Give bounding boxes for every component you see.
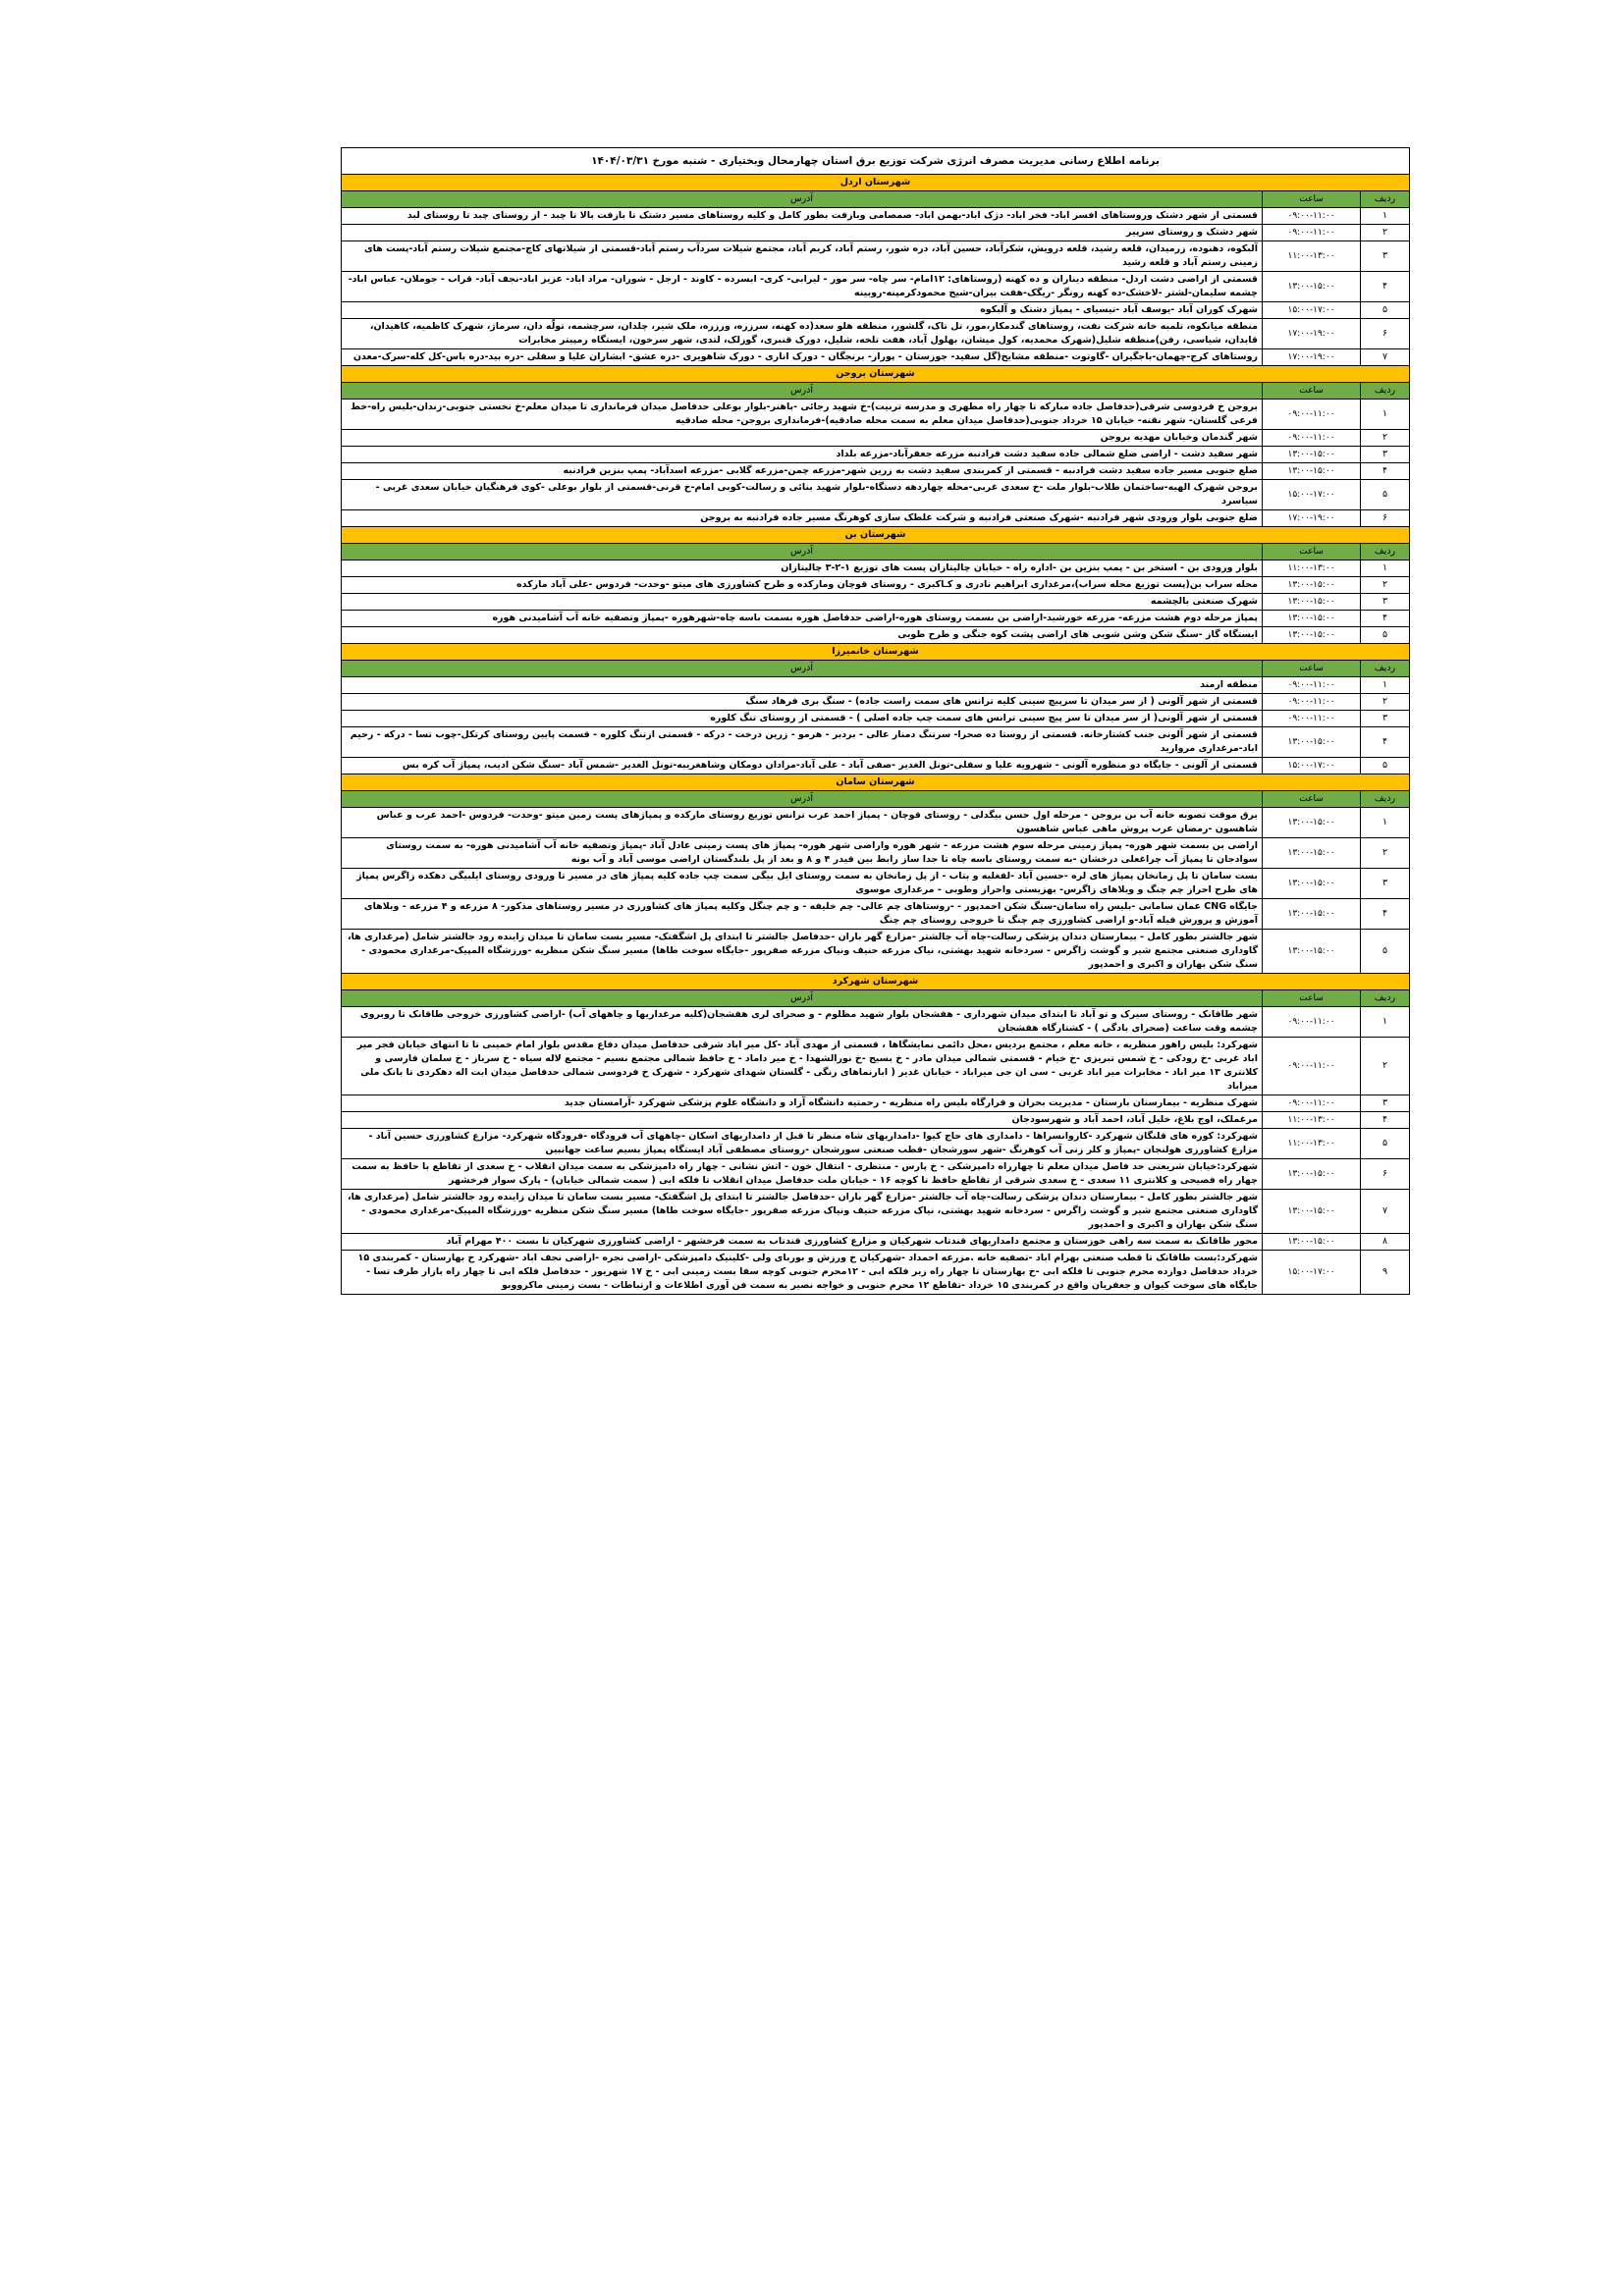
- outage-address: شهر گندمان وخیابان مهدیه بروجن: [341, 430, 1262, 447]
- row-number: ۶: [1361, 319, 1410, 349]
- outage-address: قسمتی از اراضی دشت اردل- منطقه دیناران و ده کهنه (روستاهای: ۱۲امام- سر چاه- سر مور - لیرابی- کری- ابسرده - کاوند - ارجل - شوران- مراد اباد- عزیز اباد-نجف آباد- قراب - جوملان- عباس اباد- چشمه سلیمان-لشتر -لاخشک-ده کهنه رونگر -ریگک-هفت بیران-شیخ محمودکرمپنه-روبینه: [341, 272, 1262, 302]
- outage-time: ۰۹:۰۰-۱۱:۰۰: [1263, 208, 1361, 225]
- outage-address: ایستگاه گاز -سنگ شکن وشن شویی های اراضی پشت کوه جنگی و طرح طوبی: [341, 627, 1262, 644]
- outage-address: مرغملک، اوج بلاغ، خلیل آباد، احمد آباد و شهرسودجان: [341, 1112, 1262, 1129]
- row-number: ۱: [1361, 1007, 1410, 1038]
- address-header: آدرس: [341, 383, 1262, 400]
- city-header-row: [341, 175, 1409, 191]
- title-row: [341, 148, 1409, 175]
- outage-time: ۱۳:۰۰-۱۵:۰۰: [1263, 594, 1361, 611]
- time-header: ساعت: [1263, 661, 1361, 677]
- city-name: شهرستان سامان: [341, 774, 1409, 791]
- outage-time: ۱۳:۰۰-۱۵:۰۰: [1263, 1190, 1361, 1234]
- table-row: [341, 1038, 1409, 1095]
- city-header-row: [341, 774, 1409, 791]
- outage-address: شهرکرد: بلیس راهور منظریه ، خانه معلم ، مجتمع بردیس ،محل دائمی نمایشگاها ، قسمتی از مهدی آباد -کل میر اباد شرقی حدفاصل میدان دفاع مقدس بلوار امام خمینی تا تا انتهای خیابان فجر میر اباد غربی -خ رودکی - خ شمس تبریزی -خ خیام - قسمتی شمالی میدان مادر - خ بسیج -خ نورالشهدا - خ میر داماد - خ حافظ شمالی مجتمع نسیم - مجتمع لاله سیاه - خ سرباز - خ سلمان فارسی و کلانتری ۱۳ میر اباد - مخابرات میر اباد غربی - سی ان جی میراباد - خیابان غدیر ( ابارنماهای رنگی - گلستان شهدای شهرکرد - شهرک خ فردوسی شمالی حدفاصل میدان ابت اله دهکردی تا بانک ملی میراباد: [341, 1038, 1262, 1095]
- row-number: ۱: [1361, 400, 1410, 430]
- outage-address: بروجن شهرک الهیه-ساختمان طلاب-بلوار ملت -خ سعدی غربی-محله چهاردهه دستگاه-بلوار شهید بنائی و رسالت-کوبی امام-خ قرنی-قسمتی از بلوار بوعلی -کوی فرهنگیان خیابان سعدی غربی - سیاسرد: [341, 480, 1262, 510]
- column-header-row: [341, 990, 1409, 1007]
- outage-address: ضلع جنوبی بلوار ورودی شهر فرادنبه -شهرک صنعتی فرادنبه و شرکت غلطک سازی کوهرنگ مسیر جاده فرادنبه به بروجن: [341, 510, 1262, 527]
- outage-time: ۱۳:۰۰-۱۵:۰۰: [1263, 869, 1361, 899]
- outage-time: ۰۹:۰۰-۱۱:۰۰: [1263, 694, 1361, 711]
- city-name: شهرستان شهرکرد: [341, 974, 1409, 990]
- outage-time: ۱۳:۰۰-۱۵:۰۰: [1263, 611, 1361, 627]
- outage-address: بروجن خ فردوسی شرقی(حدفاصل جاده مبارکه تا چهار راه مطهری و مدرسه تربیت)-خ شهید رجائی -باهنر-بلوار بوعلی حدفاصل میدان فرمانداری تا میدان معلم-خ نخستی جنوبی-زندان-بلیس راه-خط فرعی گلستان- شهر نقنه- خیابان ۱۵ خرداد جنوبی(حدفاصل میدان معلم به سمت محله صادقیه)-فرمانداری بروجن- محله صادقیه: [341, 400, 1262, 430]
- time-header: ساعت: [1263, 383, 1361, 400]
- outage-time: ۱۳:۰۰-۱۵:۰۰: [1263, 930, 1361, 974]
- row-number: ۶: [1361, 1159, 1410, 1190]
- row-number: ۲: [1361, 225, 1410, 241]
- row-number: ۳: [1361, 241, 1410, 272]
- outage-time: ۱۵:۰۰-۱۷:۰۰: [1263, 758, 1361, 774]
- outage-address: بلوار ورودی بن - استخر بن - پمپ بنزین بن -اداره راه - خیابان چالیتازان پست های توزیع ۱-۲-۳ چالیتازان: [341, 561, 1262, 577]
- time-header: ساعت: [1263, 990, 1361, 1007]
- outage-address: محله سراب بن(پست توزیع محله سراب)،مرغداری ابراهیم نادری و کـاکبری - روستای قوچان ومارکده و طرح کشاورزی های میتو -وحدت- فردوس -علی آباد مارکده: [341, 577, 1262, 594]
- row-number: ۷: [1361, 349, 1410, 366]
- city-header-row: [341, 366, 1409, 383]
- table-row: [341, 727, 1409, 758]
- row-number: ۳: [1361, 594, 1410, 611]
- outage-address: قسمتی از شهر آلونی ( از سر میدان تا سرپیچ سینی کلیه ترانس های سمت راست جاده) - سنگ بری فرهاد سنگ: [341, 694, 1262, 711]
- row-number: ۱: [1361, 208, 1410, 225]
- address-header: آدرس: [341, 544, 1262, 561]
- column-header-row: [341, 791, 1409, 808]
- row-number: ۲: [1361, 430, 1410, 447]
- outage-address: محور طاقانک به سمت سه راهی خوزستان و مجتمع دامداریهای قندتاب شهرکیان و مزارع کشاورزی قندتاب به سمت فرخشهر - اراضی کشاورزی شهرکیان تا بست ۴۰۰ مهرام آباد: [341, 1234, 1262, 1251]
- row-number: ۶: [1361, 510, 1410, 527]
- row-number: ۳: [1361, 1095, 1410, 1112]
- table-row: [341, 1007, 1409, 1038]
- outage-address: شهرک منظریه - بیمارستان بارستان - مدیریت بحران و قرارگاه بلیس راه منظریه - رحمتیه دانشگاه آزاد و دانشگاه علوم پزشکی شهرکرد -آرامستان جدید: [341, 1095, 1262, 1112]
- outage-time: ۱۳:۰۰-۱۵:۰۰: [1263, 899, 1361, 930]
- outage-time: ۱۳:۰۰-۱۵:۰۰: [1263, 1234, 1361, 1251]
- outage-address: شهر جالشتر بطور کامل - بیمارستان دندان پزشکی رسالت-چاه آب جالشتر -مزارع گهر باران -حدفاصل جالشتر تا ابتدای پل اشگفتک- مسیر بست سامان تا میدان زاینده رود جالشتر شامل (مرغداری ها، گاوداری صنعتی مجتمع شیر و گوشت زاگرس - سردخانه شهید بهشتی، نیاک مزرعه حنیف ونیاک مزرعه صفرپور -جایگاه سوخت طاها) مسیر سنگ شکن منظریه -ورزشگاه المپیک-مرغداری محمودی - سنگ شکن بهاران و اکبری و احمدپور: [341, 1190, 1262, 1234]
- table-row: [341, 711, 1409, 727]
- outage-time: ۱۳:۰۰-۱۵:۰۰: [1263, 808, 1361, 838]
- table-row: [341, 272, 1409, 302]
- table-row: [341, 1129, 1409, 1159]
- outage-time: ۰۹:۰۰-۱۱:۰۰: [1263, 430, 1361, 447]
- table-row: [341, 561, 1409, 577]
- row-number: ۲: [1361, 577, 1410, 594]
- outage-time: ۱۷:۰۰-۱۹:۰۰: [1263, 349, 1361, 366]
- outage-address: آلبکوه، دهنوده، زرمیدان، قلعه رشید، قلعه درویش، شکرآباد، حسین آباد، دره شور، رستم آباد، کریم آباد، مجتمع شیلات سردآب رستم آباد-قسمتی از شیلاتهای کاچ-مجتمع شیلات رستم آباد-پست های زمینی رستم آباد و قلعه رشید: [341, 241, 1262, 272]
- row-number: ۳: [1361, 447, 1410, 463]
- schedule-table-body: [341, 148, 1409, 1295]
- outage-address: قسمتی از شهر آلونی( از سر میدان تا سر پیچ سینی ترانس های سمت چپ جاده اصلی ) - قسمتی از روستای تنگ کلوره: [341, 711, 1262, 727]
- table-row: [341, 1095, 1409, 1112]
- table-row: [341, 1190, 1409, 1234]
- table-row: [341, 1234, 1409, 1251]
- row-number: ۴: [1361, 1112, 1410, 1129]
- table-row: [341, 899, 1409, 930]
- table-row: [341, 400, 1409, 430]
- row-number: ۱: [1361, 808, 1410, 838]
- outage-time: ۱۳:۰۰-۱۵:۰۰: [1263, 1159, 1361, 1190]
- table-row: [341, 577, 1409, 594]
- time-header: ساعت: [1263, 791, 1361, 808]
- outage-time: ۱۵:۰۰-۱۷:۰۰: [1263, 1251, 1361, 1295]
- column-header-row: [341, 191, 1409, 208]
- city-header-row: [341, 527, 1409, 544]
- outage-address: شهرک صنعتی بالچشمه: [341, 594, 1262, 611]
- table-row: [341, 430, 1409, 447]
- outage-time: ۱۱:۰۰-۱۳:۰۰: [1263, 1129, 1361, 1159]
- outage-time: ۰۹:۰۰-۱۱:۰۰: [1263, 1038, 1361, 1095]
- table-row: [341, 302, 1409, 319]
- outage-address: شهرکرد:بست طاقانک تا قطب صنعتی بهرام اباد -تصفیه خانه .مزرعه احمداد -شهرکیان خ ورزش و بوربای ولی -کلینیک دامپزشکی -اراضی نجره -اراضی نجف اباد -شهرکرد خ بهارستان - کمربندی ۱۵ خرداد حدفاصل دوازده محرم جنوبی تا فلکه ابی -خ بهارستان تا چهار راه زیر فلکه ابی - ۱۲محرم جنوبی کوچه سفا بست زمینی ابی - خ ۱۷ شهریور - حدفاصل فلکه ابی تا چهار راه بازار طرف تسا - جایگاه های سوخت کیوان و جعفریان واقع در کمربندی ۱۵ خرداد -تقاطع ۱۲ محرم جنوبی و خواجه نصیر به سمت فن آوری اطلاعات و ارتباطات - بست زمینی ماکرووبو: [341, 1251, 1262, 1295]
- table-row: [341, 758, 1409, 774]
- table-row: [341, 869, 1409, 899]
- outage-time: ۱۳:۰۰-۱۵:۰۰: [1263, 463, 1361, 480]
- row-number-header: ردیف: [1361, 791, 1410, 808]
- row-number-header: ردیف: [1361, 544, 1410, 561]
- table-row: [341, 838, 1409, 869]
- row-number: ۲: [1361, 694, 1410, 711]
- row-number: ۵: [1361, 758, 1410, 774]
- outage-time: ۰۹:۰۰-۱۱:۰۰: [1263, 400, 1361, 430]
- table-row: [341, 627, 1409, 644]
- table-row: [341, 225, 1409, 241]
- outage-time: ۰۹:۰۰-۱۱:۰۰: [1263, 1007, 1361, 1038]
- row-number: ۲: [1361, 838, 1410, 869]
- row-number-header: ردیف: [1361, 383, 1410, 400]
- time-header: ساعت: [1263, 191, 1361, 208]
- city-header-row: [341, 974, 1409, 990]
- page-title: برنامه اطلاع رسانی مدیریت مصرف انرژی شرکت توزیع برق استان چهارمحال وبختیاری - شنبه مورخ ۱۴۰۴/۰۳/۳۱: [341, 148, 1409, 175]
- table-row: [341, 594, 1409, 611]
- table-row: [341, 241, 1409, 272]
- row-number: ۴: [1361, 899, 1410, 930]
- outage-time: ۱۵:۰۰-۱۷:۰۰: [1263, 302, 1361, 319]
- row-number: ۵: [1361, 302, 1410, 319]
- outage-address: شهرک کوران آباد -یوسف آباد -تیسیای - پمپاژ دشتک و آلبکوه: [341, 302, 1262, 319]
- address-header: آدرس: [341, 191, 1262, 208]
- row-number: ۷: [1361, 1190, 1410, 1234]
- address-header: آدرس: [341, 661, 1262, 677]
- column-header-row: [341, 661, 1409, 677]
- outage-address: ضلع جنوبی مسیر جاده سفید دشت فرادنبه - قسمتی از کمربندی سفید دشت به زرین شهر-مزرعه چمن-مزرعه گلابی -مزرعه اسدآباد- پمپ بنزین فرادنبه: [341, 463, 1262, 480]
- address-header: آدرس: [341, 791, 1262, 808]
- table-row: [341, 447, 1409, 463]
- city-name: شهرستان بن: [341, 527, 1409, 544]
- table-row: [341, 1159, 1409, 1190]
- table-row: [341, 1251, 1409, 1295]
- row-number: ۳: [1361, 711, 1410, 727]
- outage-time: ۱۱:۰۰-۱۳:۰۰: [1263, 561, 1361, 577]
- row-number-header: ردیف: [1361, 191, 1410, 208]
- outage-time: ۱۳:۰۰-۱۵:۰۰: [1263, 272, 1361, 302]
- row-number: ۱: [1361, 561, 1410, 577]
- outage-address: جایگاه CNG عمان سامانی -بلیس راه سامان-سنگ شکن احمدپور - -روستاهای چم عالی- چم خلیفه - و چم چنگل وکلیه پمپاژ های کشاورزی در مسیر روستاهای مذکور- ۸ مزرعه و ۴ مزرعه - وبلاهای آموزش و پرورش فیله آباد-و اراضی کشاورزی چم چنگ تا خروجی روستای چم چنگ: [341, 899, 1262, 930]
- outage-address: برق موقت تصوبه خانه آب بن بروجن - مرحله اول حسن بیگدلی - روستای قوچان - پمپاژ احمد عرب ترانس توزیع روستای مارکده و پمپاژهای پست زمین میتو -وحدت- فردوس -احمد عرب و عباس شاهسون -رمضان عرب پروش ماهی عباس شاهسون: [341, 808, 1262, 838]
- outage-time: ۰۹:۰۰-۱۱:۰۰: [1263, 711, 1361, 727]
- table-row: [341, 677, 1409, 694]
- table-row: [341, 349, 1409, 366]
- row-number: ۲: [1361, 1038, 1410, 1095]
- row-number: ۵: [1361, 627, 1410, 644]
- column-header-row: [341, 544, 1409, 561]
- row-number: ۹: [1361, 1251, 1410, 1295]
- address-header: آدرس: [341, 990, 1262, 1007]
- row-number: ۵: [1361, 480, 1410, 510]
- column-header-row: [341, 383, 1409, 400]
- city-name: شهرستان بروجن: [341, 366, 1409, 383]
- row-number: ۴: [1361, 727, 1410, 758]
- outage-schedule-sheet: [342, 147, 1410, 1295]
- table-row: [341, 930, 1409, 974]
- outage-address: منطقه میانکوه، تلمبه خانه شرکت نفت، روستاهای گندمکار،مور، تل تاک، گلشور، منطقه هلو سعد(ده کهنه، سرزره، ورزره، ملک شیر، چلدان، سرچشمه، تولّه دان، سرماژ، شهرک کاظمیه، کاهیدان، قابدان، شیاسی، رفن)منطقه شلیل(شهرک محمدیه، کول میشان، بهلول آباد، هفت تلخه، شلیل، دورک قنبری، گوزلک، لتدی، شهر سرخون، ایستگاه رمپیتر مخابرات: [341, 319, 1262, 349]
- row-number-header: ردیف: [1361, 661, 1410, 677]
- outage-time: ۱۳:۰۰-۱۵:۰۰: [1263, 838, 1361, 869]
- outage-time: ۱۳:۰۰-۱۵:۰۰: [1263, 627, 1361, 644]
- outage-address: شهر طاقانک - روستای سیرک و تو آباد تا ابتدای میدان شهرداری - هفشجان بلوار شهید مظلوم - و صحرای لری هفشجان(کلیه مرغداریها و چاههای آب) -اراضی کشاورزی خروجی طاقانک تا روبروی چشمه وقت ساعت (صحرای بادگی ) - کشتارگاه هفشجان: [341, 1007, 1262, 1038]
- row-number: ۸: [1361, 1234, 1410, 1251]
- outage-address: روستاهای کرج-چهمان-باجگیران -گاوتوت -منطقه مشایخ(گل سفید- جوزستان - پوراز- برنجگان - دورک اناری - دورک شاهویری -دره عشق- ابشاران علیا و سفلی -دره بید-دره باس-کل کله-سرک-معدن: [341, 349, 1262, 366]
- outage-address: قسمتی از شهر دشتک وروستاهای افسر اباد- فخر اباد- دژک اباد-بهمن اباد- صمصامی وبازفت بطور کامل و کلیه روستاهای مسیر دشتک تا بازفت بالا تا چبد - از روستای چبد تا روستای لبد: [341, 208, 1262, 225]
- outage-time: ۱۳:۰۰-۱۵:۰۰: [1263, 577, 1361, 594]
- outage-address: قسمتی از آلونی - جایگاه دو منظوره آلونی - شهرویه علیا و سفلی-تونل الغدیر -صفی آباد - علی آباد-مرادان دومکان وشاهغریبه-تونل الغدیر -شمس آباد -سنگ شکن ادیب، پمپاژ آب کره بس: [341, 758, 1262, 774]
- outage-address: شهرکرد: کوره های قلنگان شهرکرد -کاروانسراها - دامداری های حاج کیوا -دامداریهای شاه منظر تا قبل از دامداریهای اسکان -چاههای آب فرودگاه -فرودگاه شهرکرد- مزارع کشاورزی حسین آباد - مزارع کشاورزی هولنجان -پمپاژ و کلر زنی آب کوهرنگ -شهر سورشجان -قطب صنعتی سورشجان -روستای مصطفی آباد ایستگاه پمپاژ بسیم ساعت جهانبین: [341, 1129, 1262, 1159]
- time-header: ساعت: [1263, 544, 1361, 561]
- outage-time: ۰۹:۰۰-۱۱:۰۰: [1263, 225, 1361, 241]
- row-number: ۳: [1361, 869, 1410, 899]
- table-row: [341, 208, 1409, 225]
- outage-time: ۰۹:۰۰-۱۱:۰۰: [1263, 677, 1361, 694]
- city-name: شهرستان اردل: [341, 175, 1409, 191]
- outage-schedule-table: [341, 147, 1410, 1295]
- outage-time: ۱۱:۰۰-۱۳:۰۰: [1263, 1112, 1361, 1129]
- table-row: [341, 510, 1409, 527]
- outage-time: ۱۷:۰۰-۱۹:۰۰: [1263, 510, 1361, 527]
- table-row: [341, 319, 1409, 349]
- outage-address: بست سامان تا پل زمانخان پمپاژ های لره -حسین آباد -لفغلیه و بتاب - از پل زمانخان به سمت روستای ایل بیگی سمت چپ جاده کلیه پمپاژ های در مسیر تا ورودی روستای ایلبیگی دهکده زاگرس پمپاژ های طرح احراز چم چنگ و ویلاهای زاگرس- بهزیستی واحراز وطوبی - مرغداری موسوی: [341, 869, 1262, 899]
- row-number-header: ردیف: [1361, 990, 1410, 1007]
- outage-time: ۱۳:۰۰-۱۵:۰۰: [1263, 447, 1361, 463]
- outage-time: ۰۹:۰۰-۱۱:۰۰: [1263, 1095, 1361, 1112]
- row-number: ۴: [1361, 611, 1410, 627]
- outage-time: ۱۷:۰۰-۱۹:۰۰: [1263, 319, 1361, 349]
- row-number: ۵: [1361, 930, 1410, 974]
- outage-address: شهر دشتک و روستای سرپیر: [341, 225, 1262, 241]
- outage-address: شهر جالشتر بطور کامل - بیمارستان دندان پزشکی رسالت-چاه آب جالشتر -مزارع گهر باران -حدفاصل جالشتر تا ابتدای پل اشگفتک- مسیر بست سامان تا میدان زاینده رود جالشتر شامل (مرغداری ها، گاوداری صنعتی مجتمع شیر و گوشت زاگرس - سردخانه شهید بهشتی، نیاک مزرعه حنیف ونیاک مزرعه صفرپور -جایگاه سوخت طاها) مسیر سنگ شکن منظریه -ورزشگاه المپیک-مرغداری محمودی - سنگ شکن بهاران و اکبری و احمدپور: [341, 930, 1262, 974]
- outage-time: ۱۱:۰۰-۱۳:۰۰: [1263, 241, 1361, 272]
- table-row: [341, 463, 1409, 480]
- table-row: [341, 1112, 1409, 1129]
- table-row: [341, 611, 1409, 627]
- row-number: ۴: [1361, 463, 1410, 480]
- outage-address: منطقه ارمند: [341, 677, 1262, 694]
- row-number: ۴: [1361, 272, 1410, 302]
- outage-time: ۱۳:۰۰-۱۵:۰۰: [1263, 727, 1361, 758]
- city-header-row: [341, 644, 1409, 661]
- outage-time: ۱۵:۰۰-۱۷:۰۰: [1263, 480, 1361, 510]
- table-row: [341, 808, 1409, 838]
- table-row: [341, 480, 1409, 510]
- outage-address: شهر سفید دشت - اراضی ضلع شمالی جاده سفید دشت فرادنبه مزرعه جعفرآباد-مزرعه بلداد: [341, 447, 1262, 463]
- outage-address: اراضی بن بسمت شهر هوره- پمپاژ زمینی مرحله سوم هشت مزرعه - شهر هوره واراضی شهر هوره- پمپاژ های پست زمینی عادل آباد -پمپاژ وتصفیه خانه آب آشامیدنی هوره- به سمت روستای سوادجان تا پمپاژ آب چراغعلی درخشان -به سمت روستای باسه چاه تا جدا ساز رابط بین قیدر ۴ و ۸ و بعد از پل بلندگستان اراضی موسی آباد و آب بونه: [341, 838, 1262, 869]
- table-row: [341, 694, 1409, 711]
- row-number: ۵: [1361, 1129, 1410, 1159]
- outage-address: قسمتی از شهر آلونی جنب کشتارخانه. قسمتی از روستا ده صحرا- سرتنگ دمنار عالی - بردبر - هرمو - زرین درخت - درکه - قسمتی ازتنگ کلوره - قسمت پایین روستای کرتکل-چوب تسا - درکه - رحیم اباد-مرغداری مروارید: [341, 727, 1262, 758]
- city-name: شهرستان خانمیرزا: [341, 644, 1409, 661]
- outage-address: شهرکرد:خیابان شریعتی حد فاصل میدان معلم تا چهارراه دامپزشکی - خ پارس - منتظری - انتقال خون - اتش نشانی - چهار راه دامپزشکی به سمت میدان انقلاب - خ سعدی از تقاطع با حافظ به سمت چهار راه فصیحی و کلانتری ۱۱ سعدی - خ سعدی شرقی از تقاطع حافظ تا کوچه ۱۶ - خیابان ملت حدفاصل میدان انقلاب تا فلکه ابی ( سمت شمالی خیابان) - پارک سوار فرخشهر: [341, 1159, 1262, 1190]
- row-number: ۱: [1361, 677, 1410, 694]
- outage-address: پمپاژ مرحله دوم هشت مزرعه- مزرعه خورشید-اراضی بن بسمت روستای هوره-اراضی حدفاصل هوره بسمت باسه چاه-شهرهوره -پمپاژ وتصفیه خانه آب آشامیدنی هوره: [341, 611, 1262, 627]
